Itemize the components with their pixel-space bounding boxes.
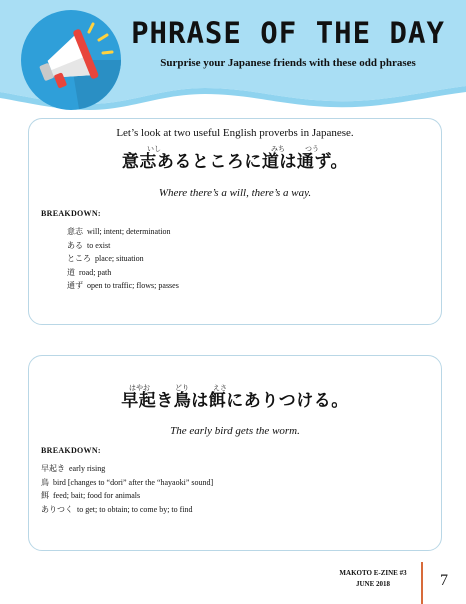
breakdown-item: 道 road; path [67, 267, 112, 277]
breakdown-item: 早起き early rising [41, 464, 106, 473]
japanese-proverb: 意志あるところに道は通ず。 [121, 152, 349, 172]
intro-text: Let’s look at two useful English proverbs in Japanese. [116, 127, 354, 139]
breakdown-list [67, 225, 179, 293]
megaphone-icon [19, 8, 123, 112]
breakdown-list [41, 462, 213, 516]
page-title: PHRASE OF THE DAY [131, 16, 445, 50]
breakdown-item: ある to exist [67, 240, 111, 250]
furigana-tsuu: つう [305, 145, 319, 153]
furigana-ishi: いし [147, 145, 161, 153]
proverb-card-2 [28, 355, 442, 551]
page-number: 7 [440, 572, 448, 589]
zine-name: MAKOTO E-ZINE #3 [339, 569, 407, 577]
breakdown-item: 意志 will; intent; determination [67, 227, 171, 236]
breakdown-item: ありつく to get; to obtain; to come by; to find [41, 504, 193, 514]
breakdown-item: ところ place; situation [67, 254, 144, 264]
breakdown-item: 鳥 bird [changes to “dori” after the “hayaoki” sound] [41, 477, 214, 487]
breakdown-heading: BREAKDOWN: [41, 209, 101, 218]
furigana-michi: みち [271, 145, 285, 153]
japanese-proverb: 早起き鳥は餌にありつける。 [121, 391, 349, 411]
breakdown-heading: BREAKDOWN: [41, 446, 101, 455]
footer-credit [330, 568, 416, 590]
page-subtitle: Surprise your Japanese friends with these odd phrases [160, 57, 416, 69]
issue-date: JUNE 2018 [355, 580, 391, 588]
footer-divider [421, 562, 423, 604]
furigana-esa: えさ [213, 384, 227, 392]
furigana-hayao: はやお [129, 384, 150, 392]
english-translation: The early bird gets the worm. [170, 425, 300, 437]
furigana-dori: どり [175, 384, 189, 392]
english-translation: Where there’s a will, there’s a way. [158, 187, 312, 199]
breakdown-item: 通ず open to traffic; flows; passes [67, 281, 179, 291]
proverb-card-1 [28, 118, 442, 325]
breakdown-item: 餌 feed; bait; food for animals [41, 491, 141, 501]
header-banner [0, 0, 466, 130]
